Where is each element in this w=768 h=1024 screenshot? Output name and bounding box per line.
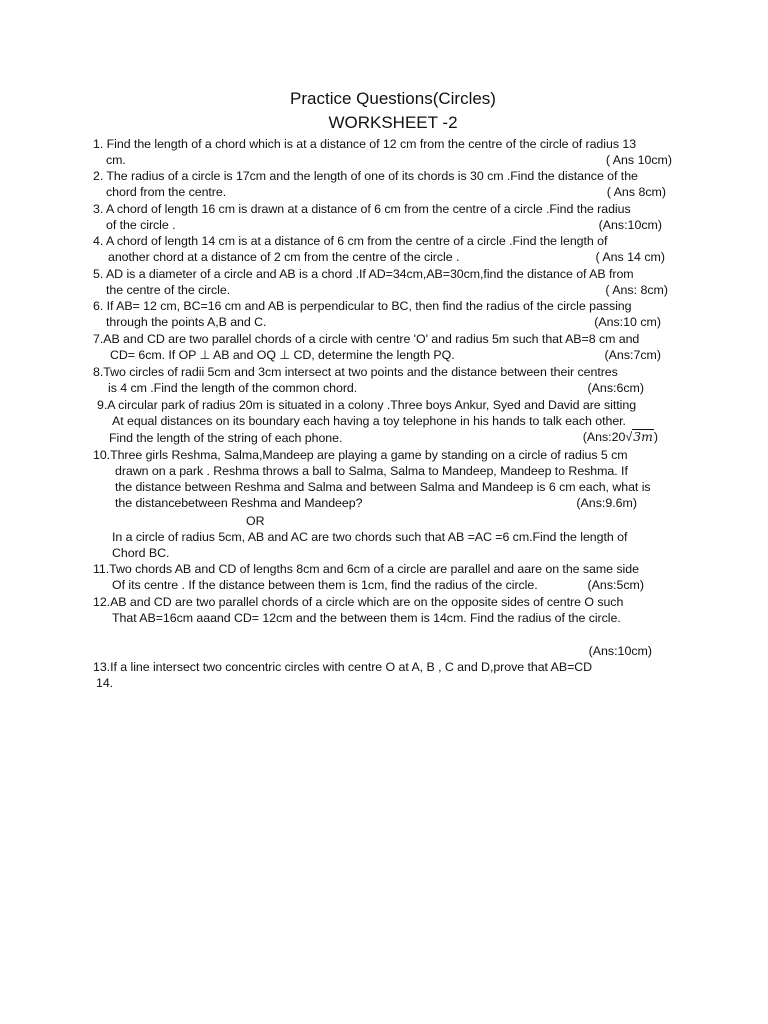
- question-4-answer: ( Ans 14 cm): [595, 250, 665, 264]
- alternate-question-line-2: Chord BC.: [112, 546, 170, 560]
- question-1-line-1: 1. Find the length of a chord which is at a distance of 12 cm from the centre of the circle of radius 13: [93, 137, 637, 151]
- question-9-answer-radicand: 3m: [633, 429, 653, 444]
- question-7-answer: (Ans:7cm): [604, 348, 661, 362]
- question-9-line-2: At equal distances on its boundary each having a toy telephone in his hands to talk each other.: [112, 414, 626, 428]
- question-10-line-4: the distancebetween Reshma and Mandeep?: [115, 496, 363, 510]
- question-7-line-2: CD= 6cm. If OP ⊥ AB and OQ ⊥ CD, determine the length PQ.: [110, 348, 455, 362]
- question-11-answer: (Ans:5cm): [587, 578, 644, 592]
- question-8-answer: (Ans:6cm): [587, 381, 644, 395]
- question-8-line-2: is 4 cm .Find the length of the common chord.: [108, 381, 358, 395]
- question-8-line-1: 8.Two circles of radii 5cm and 3cm intersect at two points and the distance between their centres: [93, 365, 618, 379]
- or-separator: OR: [246, 514, 265, 528]
- question-3-line-2: of the circle .: [106, 218, 176, 232]
- question-9-answer: [583, 429, 658, 445]
- question-1-answer: ( Ans 10cm): [605, 153, 672, 167]
- page-subtitle: WORKSHEET -2: [328, 113, 458, 132]
- question-12-line-2: That AB=16cm aaand CD= 12cm and the between them is 14cm. Find the radius of the circle.: [112, 611, 621, 625]
- question-3-answer: (Ans:10cm): [598, 218, 662, 232]
- question-2-line-1: 2. The radius of a circle is 17cm and the length of one of its chords is 30 cm .Find the distance of the: [93, 169, 638, 183]
- question-10-answer: (Ans:9.6m): [576, 496, 637, 510]
- question-6-answer: (Ans:10 cm): [594, 315, 661, 329]
- question-9-answer-suffix: ): [653, 430, 658, 444]
- question-11-line-1: 11.Two chords AB and CD of lengths 8cm and 6cm of a circle are parallel and aare on the same side: [93, 562, 639, 576]
- question-9-line-3: Find the length of the string of each phone.: [109, 431, 343, 445]
- question-12-answer: (Ans:10cm): [588, 644, 652, 658]
- question-4-line-2: another chord at a distance of 2 cm from the centre of the circle .: [108, 250, 460, 264]
- question-2-answer: ( Ans 8cm): [606, 185, 666, 199]
- question-5-answer: ( Ans: 8cm): [605, 283, 668, 297]
- question-10-line-1: 10.Three girls Reshma, Salma,Mandeep are playing a game by standing on a circle of radius 5 cm: [93, 448, 628, 462]
- question-5-line-2: the centre of the circle.: [106, 283, 231, 297]
- question-1-line-2: cm.: [106, 153, 126, 167]
- question-5-line-1: 5. AD is a diameter of a circle and AB is a chord .If AD=34cm,AB=30cm,find the distance of AB from: [93, 267, 634, 281]
- question-13-line-1: 13.If a line intersect two concentric circles with centre O at A, B , C and D,prove that AB=CD: [93, 660, 593, 674]
- question-9-line-1: 9.A circular park of radius 20m is situated in a colony .Three boys Ankur, Syed and David are sitting: [97, 398, 637, 412]
- question-7-line-1: 7.AB and CD are two parallel chords of a circle with centre 'O' and radius 5m such that AB=8 cm and: [93, 332, 640, 346]
- question-6-line-1: 6. If AB= 12 cm, BC=16 cm and AB is perpendicular to BC, then find the radius of the circle passing: [93, 299, 632, 313]
- question-10-line-3: the distance between Reshma and Salma and between Salma and Mandeep is 6 cm each, what is: [115, 480, 651, 494]
- page-title: Practice Questions(Circles): [290, 89, 496, 108]
- question-6-line-2: through the points A,B and C.: [106, 315, 267, 329]
- question-4-line-1: 4. A chord of length 14 cm is at a distance of 6 cm from the centre of a circle .Find the length of: [93, 234, 608, 248]
- question-10-line-2: drawn on a park . Reshma throws a ball to Salma, Salma to Mandeep, Mandeep to Reshma. If: [115, 464, 628, 478]
- question-12-line-1: 12.AB and CD are two parallel chords of a circle which are on the opposite sides of centre O such: [93, 595, 624, 609]
- question-3-line-1: 3. A chord of length 16 cm is drawn at a distance of 6 cm from the centre of a circle .Find the radius: [93, 202, 631, 216]
- alternate-question-line-1: In a circle of radius 5cm, AB and AC are two chords such that AB =AC =6 cm.Find the length of: [112, 530, 628, 544]
- sqrt-symbol: √: [625, 430, 633, 444]
- question-2-line-2: chord from the centre.: [106, 185, 227, 199]
- question-14-line-1: 14.: [96, 676, 114, 690]
- question-9-answer-prefix: (Ans:20: [582, 430, 626, 444]
- question-11-line-2: Of its centre . If the distance between them is 1cm, find the radius of the circle.: [112, 578, 538, 592]
